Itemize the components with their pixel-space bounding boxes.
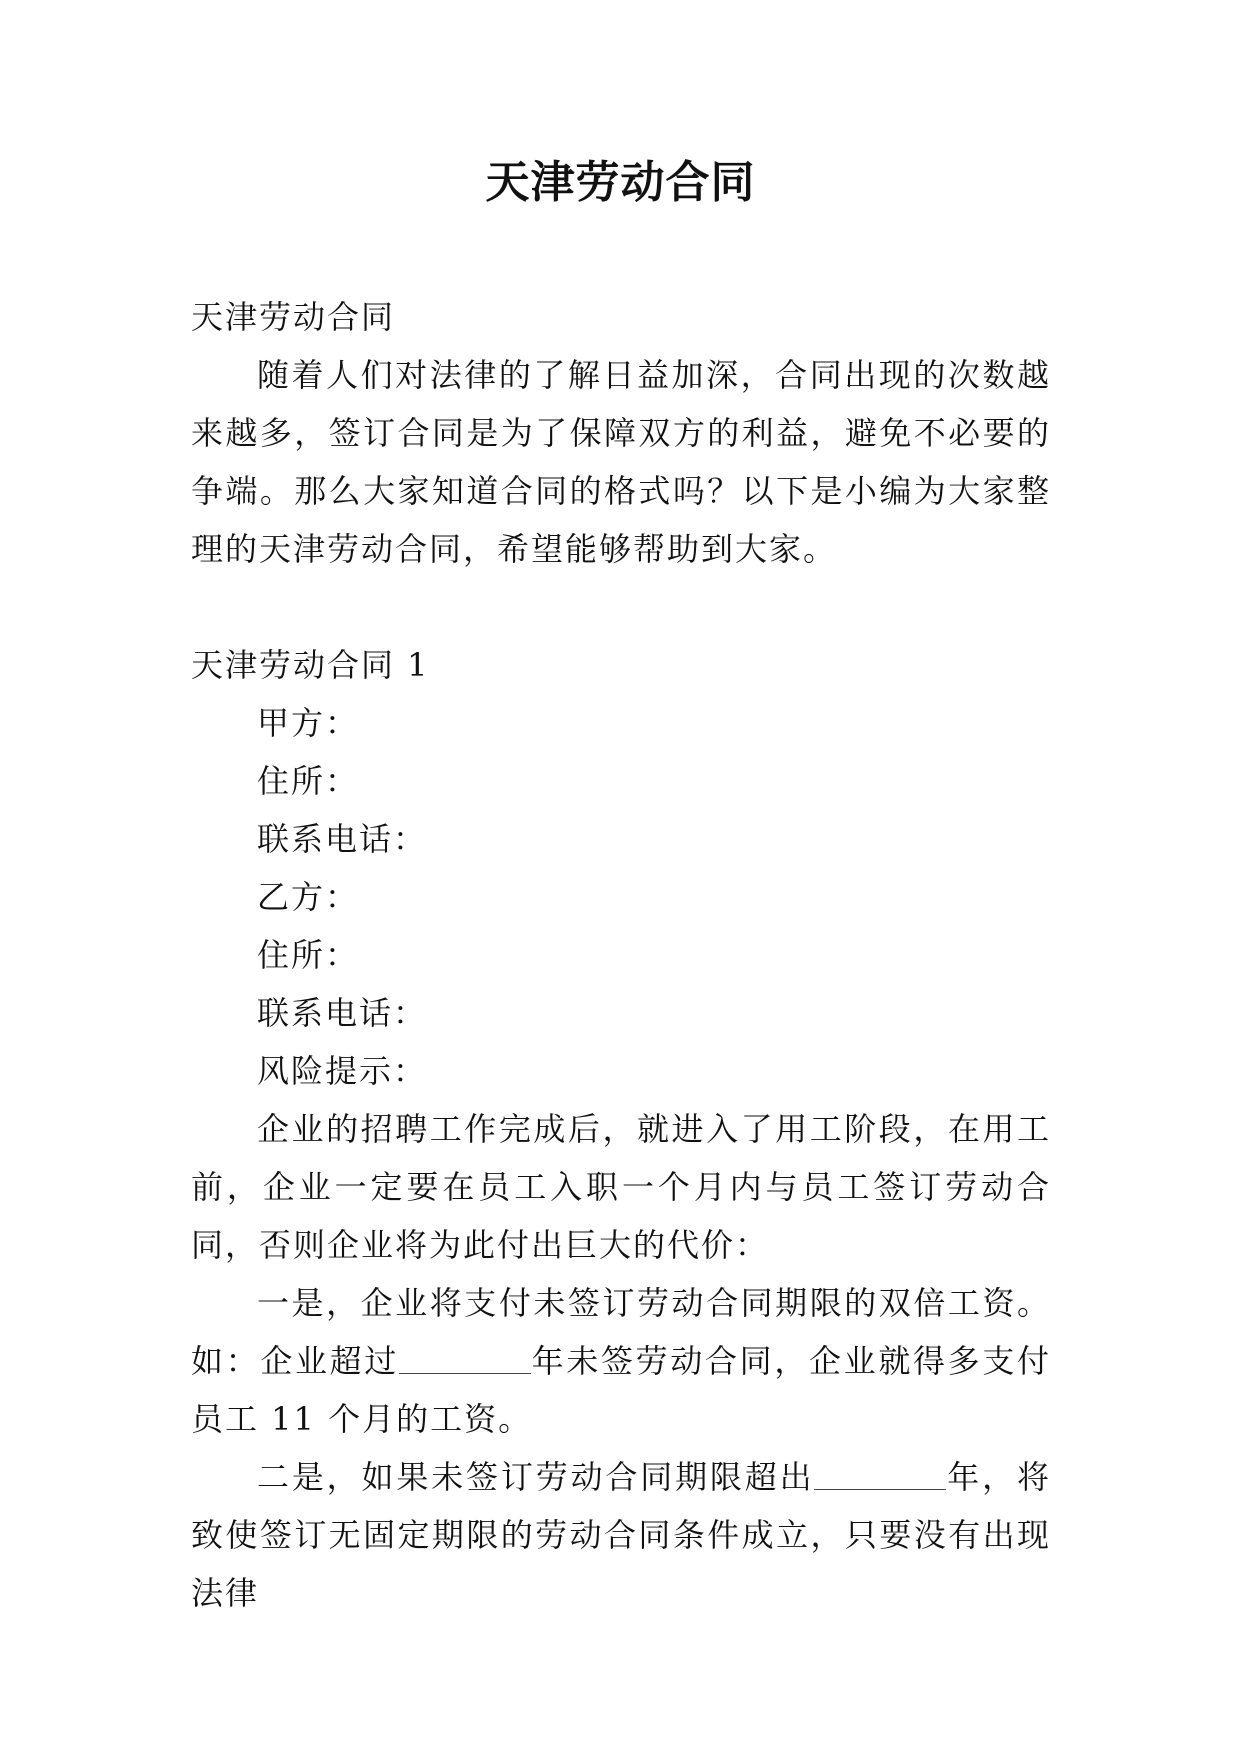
intro-paragraph: 随着人们对法律的了解日益加深，合同出现的次数越来越多，签订合同是为了保障双方的利益，避免不必要的争端。那么大家知道合同的格式吗？以下是小编为大家整理的天津劳动合同，希望能够帮助到大家。 bbox=[191, 356, 1051, 568]
paragraph-gap bbox=[191, 578, 1051, 636]
risk-warning-label: 风险提示： bbox=[257, 1052, 428, 1090]
blank-underline bbox=[399, 1341, 531, 1374]
document-title: 天津劳动合同 bbox=[485, 157, 756, 208]
party-b-phone-label: 联系电话： bbox=[257, 994, 428, 1032]
party-a-phone-label: 联系电话： bbox=[257, 820, 428, 858]
document-body bbox=[191, 288, 1051, 1622]
clause-one-end: 年未签劳动合同，企业就得多支付员工 11 个月的工资。 bbox=[191, 1342, 1051, 1438]
party-a-address-label: 住所： bbox=[257, 762, 360, 800]
section-title: 天津劳动合同 1 bbox=[191, 646, 430, 684]
clause-one-start: 一是，企业将支付未签订劳动合同期限的双倍工资。如：企业超过 bbox=[191, 1284, 1051, 1380]
blank-underline bbox=[814, 1457, 946, 1490]
party-b-label: 乙方： bbox=[257, 878, 360, 916]
clause-two-start: 二是，如果未签订劳动合同期限超出 bbox=[257, 1458, 815, 1496]
clause-one-paragraph bbox=[191, 1274, 1051, 1448]
party-b-address-label: 住所： bbox=[257, 936, 360, 974]
party-a-label: 甲方： bbox=[257, 704, 360, 742]
clause-two-end: 年，将致使签订无固定期限的劳动合同条件成立，只要没有出现法律 bbox=[191, 1458, 1051, 1612]
document-heading: 天津劳动合同 bbox=[191, 298, 396, 336]
clause-two-paragraph bbox=[191, 1448, 1051, 1622]
hiring-paragraph: 企业的招聘工作完成后，就进入了用工阶段，在用工前，企业一定要在员工入职一个月内与员工签订劳动合同，否则企业将为此付出巨大的代价： bbox=[191, 1110, 1051, 1264]
